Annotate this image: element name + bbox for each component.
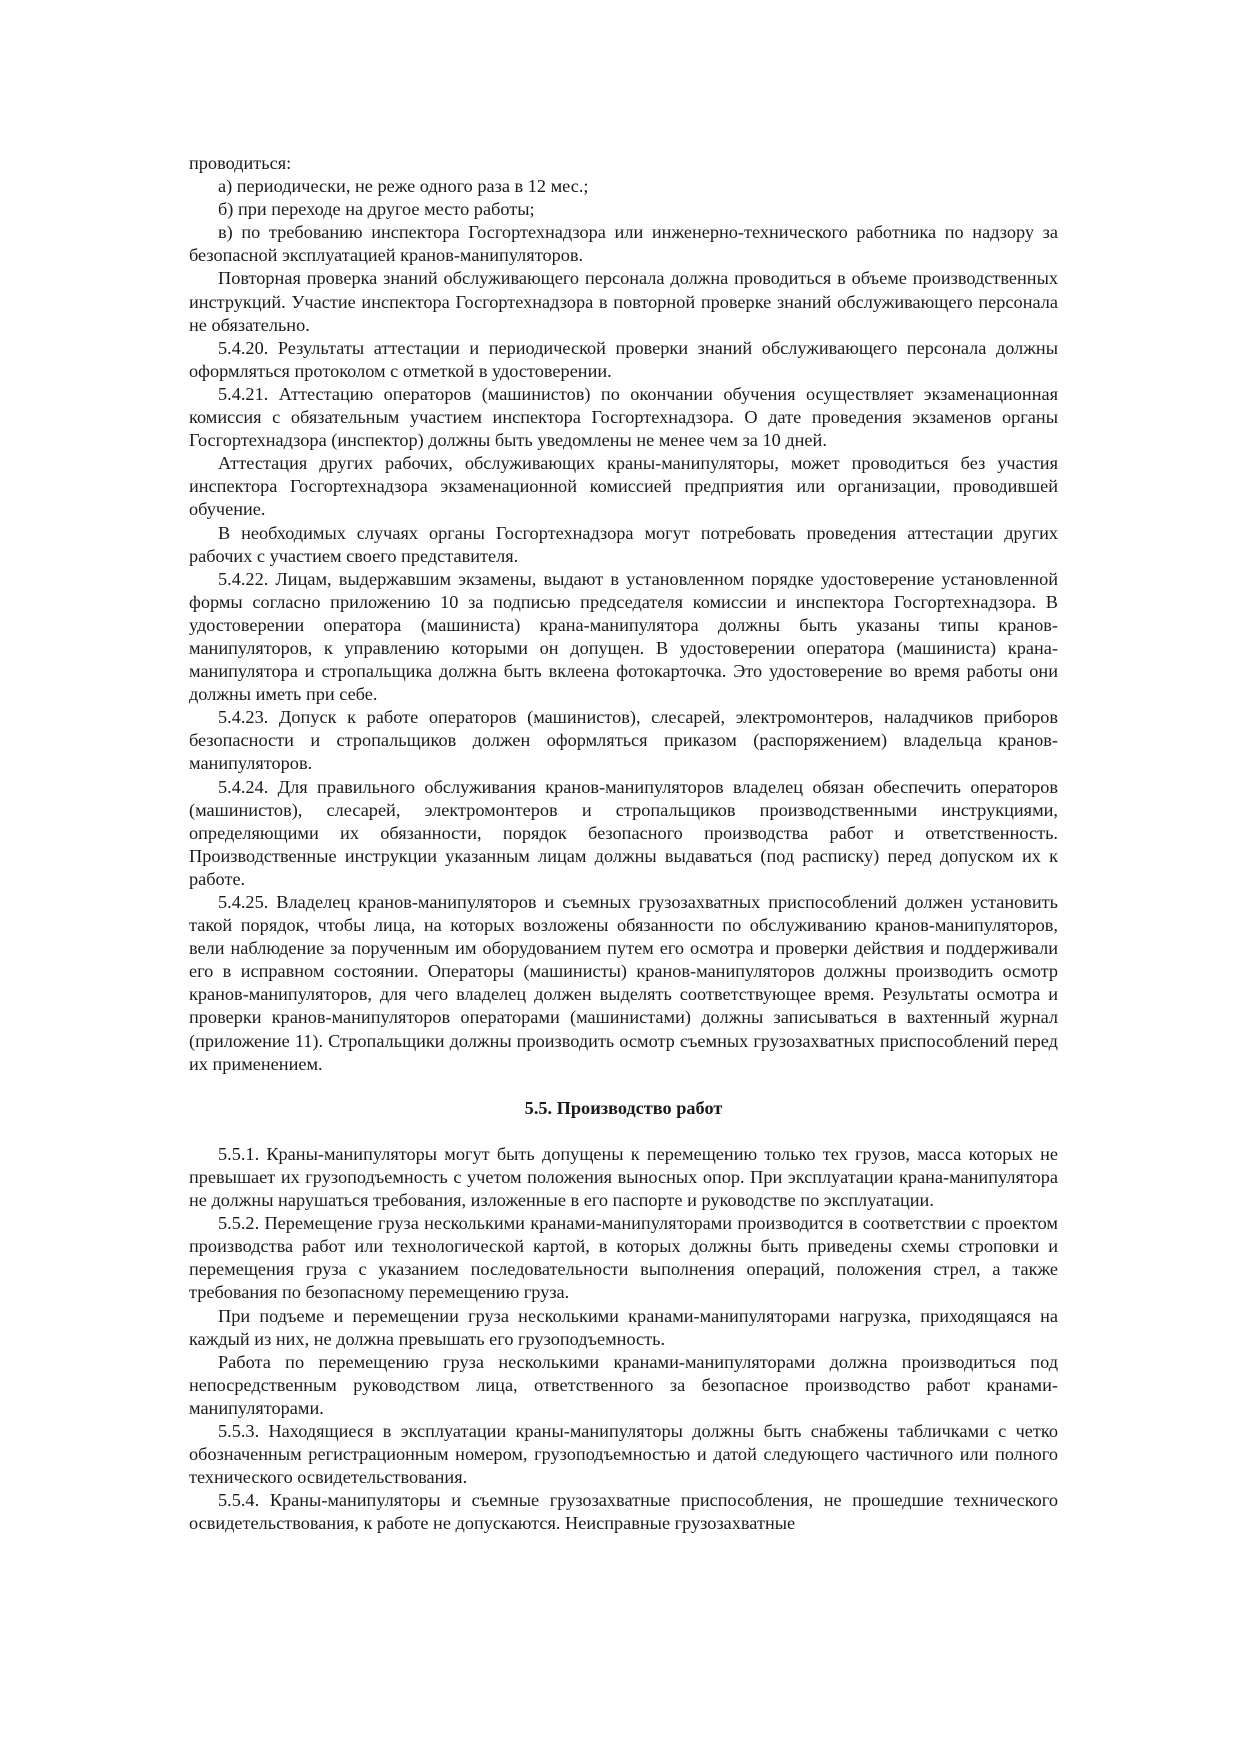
paragraphs-after bbox=[189, 1143, 1058, 1536]
paragraph: 5.5.4. Краны-манипуляторы и съемные грузозахватные приспособления, не прошедшие технического освидетельствования, к работе не допускаются. Неисправные грузозахватные bbox=[189, 1490, 1058, 1534]
paragraphs-before bbox=[189, 152, 1058, 1076]
paragraph: В необходимых случаях органы Госгортехнадзора могут потребовать проведения аттестации других рабочих с участием своего представителя. bbox=[189, 522, 1058, 566]
paragraph: 5.5.2. Перемещение груза несколькими кранами-манипуляторами производится в соответствии с проектом производства работ или технологической картой, в которых должны быть приведены схемы строповки и перемещения груза с указанием последовательности выполнения операций, положения стрел, а также требования по безопасному перемещению груза. bbox=[189, 1213, 1058, 1303]
paragraph: а) периодически, не реже одного раза в 12 мес.; bbox=[218, 176, 589, 197]
paragraph: 5.4.25. Владелец кранов-манипуляторов и съемных грузозахватных приспособлений должен установить такой порядок, чтобы лица, на которых возложены обязанности по обслуживанию кранов-манипуляторов, вели наблюдение за порученным им оборудованием путем его осмотра и проверки действия и поддерживали его в исправном состоянии. Операторы (машинисты) кранов-манипуляторов должны производить осмотр кранов-манипуляторов, для чего владелец должен выделять соответствующее время. Результаты осмотра и проверки кранов-манипуляторов операторами (машинистами) должны записываться в вахтенный журнал (приложение 11). Стропальщики должны производить осмотр съемных грузозахватных приспособлений перед их применением. bbox=[189, 892, 1058, 1074]
paragraph: При подъеме и перемещении груза несколькими кранами-манипуляторами нагрузка, приходящаяся на каждый из них, не должна превышать его грузоподъемность. bbox=[189, 1305, 1058, 1349]
paragraph: 5.4.21. Аттестацию операторов (машинистов) по окончании обучения осуществляет экзаменационная комиссия с обязательным участием инспектора Госгортехнадзора. О дате проведения экзаменов органы Госгортехнадзора (инспектор) должны быть уведомлены не менее чем за 10 дней. bbox=[189, 383, 1058, 451]
paragraph: Работа по перемещению груза несколькими кранами-манипуляторами должна производиться под непосредственным руководством лица, ответственного за безопасное производство работ кранами-манипуляторами. bbox=[189, 1351, 1058, 1418]
paragraph: Повторная проверка знаний обслуживающего персонала должна проводиться в объеме производственных инструкций. Участие инспектора Госгортехнадзора в повторной проверке знаний обслуживающего персонала не обязательно. bbox=[189, 268, 1058, 335]
paragraph: Аттестация других рабочих, обслуживающих краны-манипуляторы, может проводиться без участия инспектора Госгортехнадзора экзаменационной комиссией предприятия или организации, проводившей обучение. bbox=[189, 453, 1058, 520]
paragraph: 5.4.24. Для правильного обслуживания кранов-манипуляторов владелец обязан обеспечить операторов (машинистов), слесарей, электромонтеров и стропальщиков производственными инструкциями, определяющими их обязанности, порядок безопасного производства работ и ответственность. Производственные инструкции указанным лицам должны выдаваться (под расписку) перед допуском их к работе. bbox=[189, 776, 1058, 889]
paragraph: 5.4.20. Результаты аттестации и периодической проверки знаний обслуживающего персонала должны оформляться протоколом с отметкой в удостоверении. bbox=[189, 337, 1058, 381]
paragraph: в) по требованию инспектора Госгортехнадзора или инженерно-технического работника по надзору за безопасной эксплуатацией кранов-манипуляторов. bbox=[189, 222, 1058, 266]
document-page bbox=[189, 152, 1058, 1535]
section-heading: 5.5. Производство работ bbox=[524, 1097, 723, 1118]
paragraph: 5.4.23. Допуск к работе операторов (машинистов), слесарей, электромонтеров, наладчиков приборов безопасности и стропальщиков должен оформляться приказом (распоряжением) владельца кранов-манипуляторов. bbox=[189, 707, 1058, 774]
paragraph: 5.5.1. Краны-манипуляторы могут быть допущены к перемещению только тех грузов, масса которых не превышает их грузоподъемность с учетом положения выносных опор. При эксплуатации крана-манипулятора не должны нарушаться требования, изложенные в его паспорте и руководстве по эксплуатации. bbox=[189, 1143, 1058, 1211]
paragraph: б) при переходе на другое место работы; bbox=[218, 199, 535, 220]
paragraph: 5.4.22. Лицам, выдержавшим экзамены, выдают в установленном порядке удостоверение установленной формы согласно приложению 10 за подписью председателя комиссии и инспектора Госгортехнадзора. В удостоверении оператора (машиниста) крана-манипулятора должны быть указаны типы кранов-манипуляторов, к управлению которыми он допущен. В удостоверении оператора (машиниста) крана-манипулятора и стропальщика должна быть вклеена фотокарточка. Это удостоверение во время работы они должны иметь при себе. bbox=[189, 568, 1058, 705]
paragraph: проводиться: bbox=[189, 153, 292, 173]
paragraph: 5.5.3. Находящиеся в эксплуатации краны-манипуляторы должны быть снабжены табличками с четко обозначенным регистрационным номером, грузоподъемностью и датой следующего частичного или полного технического освидетельствования. bbox=[189, 1420, 1058, 1488]
